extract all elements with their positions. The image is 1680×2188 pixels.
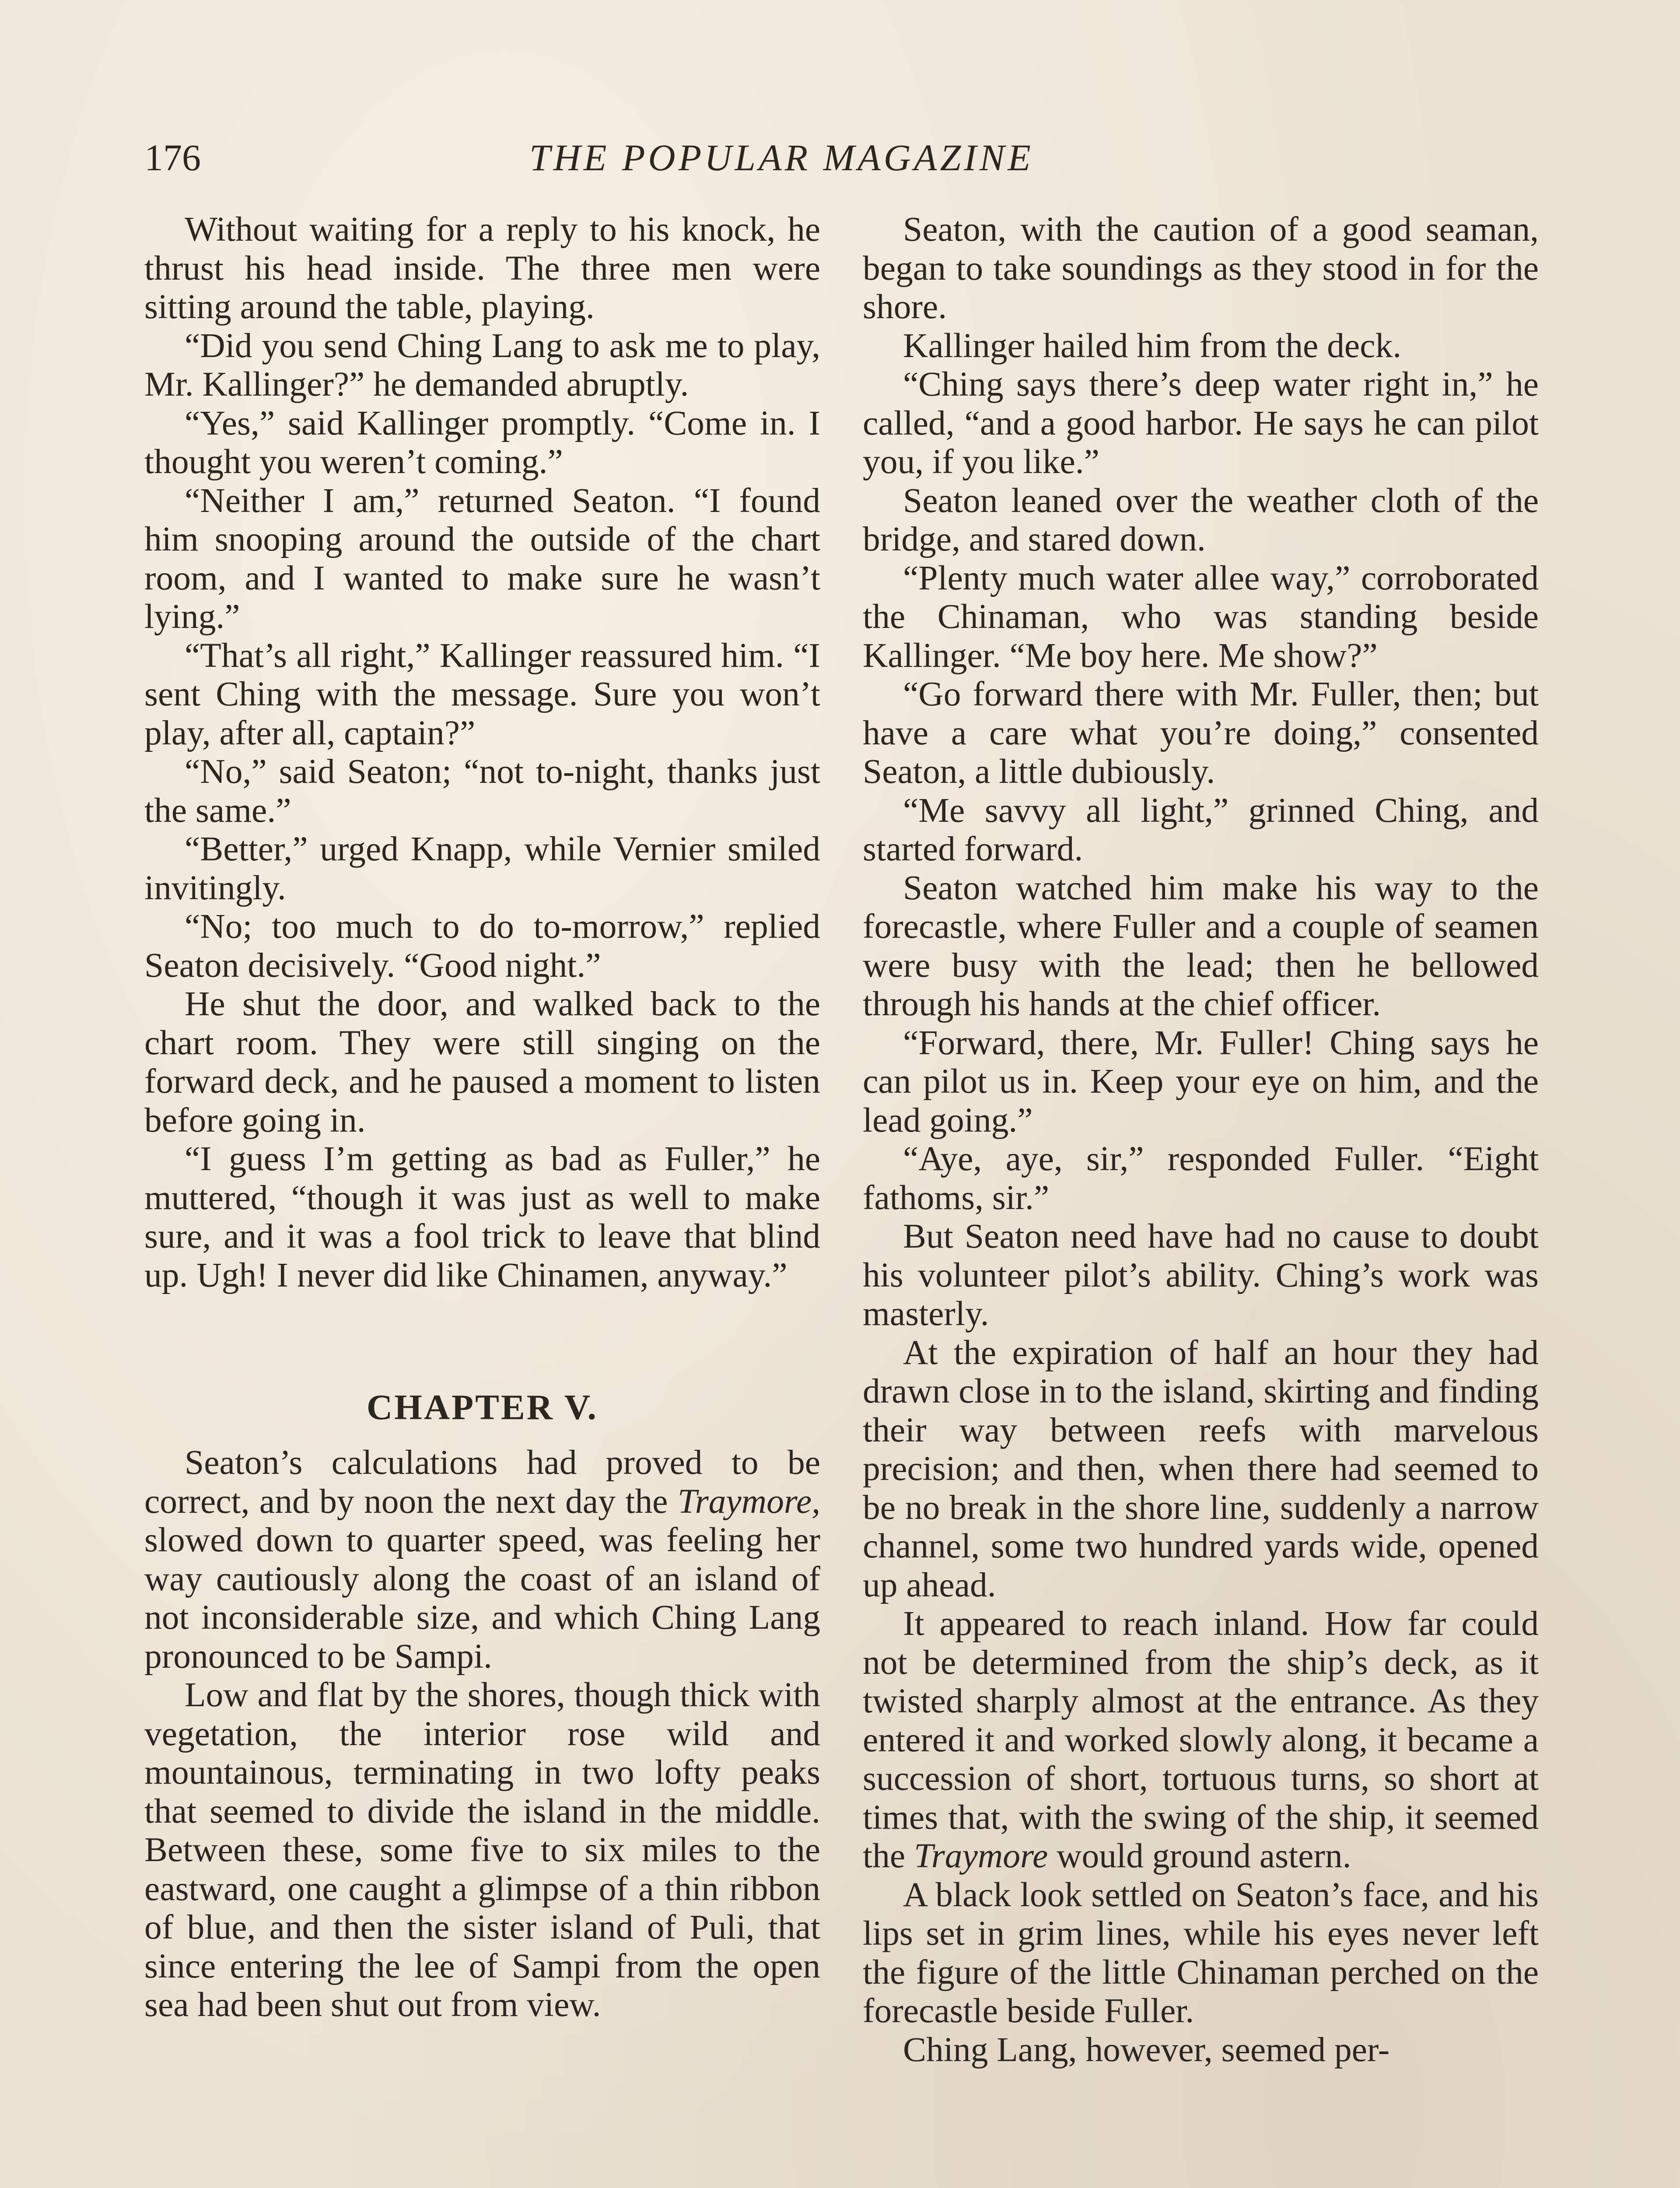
page-header [144, 131, 1566, 184]
paragraph: A black look settled on Seaton’s face, and his lips set in grim lines, while his eyes never left the figure of the little Chinaman perched on the forecastle beside Fuller. [863, 1875, 1539, 2030]
paragraph: “No,” said Seaton; “not to-night, thanks just the same.” [144, 752, 820, 830]
paragraph: “Yes,” said Kallinger promptly. “Come in. I thought you weren’t coming.” [144, 403, 820, 481]
running-head: THE POPULAR MAGAZINE [529, 137, 1034, 179]
paragraph: Without waiting for a reply to his knock, he thrust his head inside. The three men were sitting around the table, playing. [144, 210, 820, 326]
paragraph: Seaton watched him make his way to the forecastle, where Fuller and a couple of seamen were busy with the lead; then he bellowed through his hands at the chief officer. [863, 868, 1539, 1023]
paragraph [144, 1443, 820, 1676]
paragraph: “Go forward there with Mr. Fuller, then; but have a care what you’re doing,” consented Seaton, a little dubiously. [863, 675, 1539, 791]
paragraph-text: slowed down to quarter speed, was feeling her way cautiously along the coast of an island of not inconsiderable size, and which Ching Lang pronounced to be Sampi. [144, 1521, 820, 1676]
paragraph: At the expiration of half an hour they had drawn close in to the island, skirting and finding their way between reefs with marvelous precision; and then, when there had seemed to be no break in the shore line, suddenly a narrow channel, some two hundred yards wide, opened up ahead. [863, 1333, 1539, 1604]
paragraph: Low and flat by the shores, though thick with vegetation, the interior rose wild and mountainous, terminating in two lofty peaks that seemed to divide the island in the middle. Between these, some five to six miles to the eastward, one caught a glimpse of a thin ribbon of blue, and then the sister island of Puli, that since entering the lee of Sampi from the open sea had been shut out from view. [144, 1676, 820, 2024]
paragraph-text: It appeared to reach inland. How far could not be determined from the ship’s deck, as it twisted sharply almost at the entrance. As they entered it and worked slowly along, it became a succession of short, tortuous turns, so short at times that, with the swing of the ship, it seemed the [863, 1604, 1539, 1875]
left-column [144, 210, 820, 2024]
page-number: 176 [144, 137, 201, 179]
paragraph: But Seaton need have had no cause to doubt his volunteer pilot’s ability. Ching’s work was masterly. [863, 1217, 1539, 1333]
paragraph: Kallinger hailed him from the deck. [903, 326, 1402, 365]
paragraph: Ching Lang, however, seemed per- [903, 2030, 1390, 2069]
paragraph-text: would ground astern. [1048, 1837, 1351, 1875]
paragraph-text: Seaton’s calculations had proved to be correct, and by noon the next day the [144, 1443, 820, 1521]
paragraph: “I guess I’m getting as bad as Fuller,” he muttered, “though it was just as well to make sure, and it was a fool trick to leave that blind up. Ugh! I never did like Chinamen, anyway.” [144, 1140, 820, 1294]
right-column [863, 210, 1539, 2069]
paragraph: “Me savvy all light,” grinned Ching, and started forward. [863, 791, 1539, 868]
paragraph: He shut the door, and walked back to the chart room. They were still singing on the forward deck, and he paused a moment to listen before going in. [144, 985, 820, 1140]
paragraph [863, 1604, 1539, 1876]
paragraph: “Aye, aye, sir,” responded Fuller. “Eight fathoms, sir.” [863, 1140, 1539, 1217]
paragraph: Seaton leaned over the weather cloth of the bridge, and stared down. [863, 481, 1539, 558]
paragraph: “That’s all right,” Kallinger reassured him. “I sent Ching with the message. Sure you won’t play, after all, captain?” [144, 636, 820, 752]
paragraph: “Better,” urged Knapp, while Vernier smiled invitingly. [144, 830, 820, 907]
paragraph: “Neither I am,” returned Seaton. “I found him snooping around the outside of the chart room, and I wanted to make sure he wasn’t lying.” [144, 481, 820, 636]
paragraph: “Did you send Ching Lang to ask me to play, Mr. Kallinger?” he demanded abruptly. [144, 326, 820, 403]
paragraph: “Ching says there’s deep water right in,” he called, “and a good harbor. He says he can pilot you, if you like.” [863, 365, 1539, 481]
paragraph: Seaton, with the caution of a good seaman, began to take soundings as they stood in for the shore. [863, 210, 1539, 326]
paragraph: “Forward, there, Mr. Fuller! Ching says he can pilot us in. Keep your eye on him, and the lead going.” [863, 1023, 1539, 1140]
ship-name: Traymore [914, 1837, 1048, 1875]
ship-name: Traymore, [677, 1482, 820, 1521]
chapter-heading: CHAPTER V. [366, 1387, 598, 1427]
paragraph: “Plenty much water allee way,” corroborated the Chinaman, who was standing beside Kallinger. “Me boy here. Me show?” [863, 558, 1539, 675]
paragraph: “No; too much to do to-morrow,” replied Seaton decisively. “Good night.” [144, 907, 820, 985]
